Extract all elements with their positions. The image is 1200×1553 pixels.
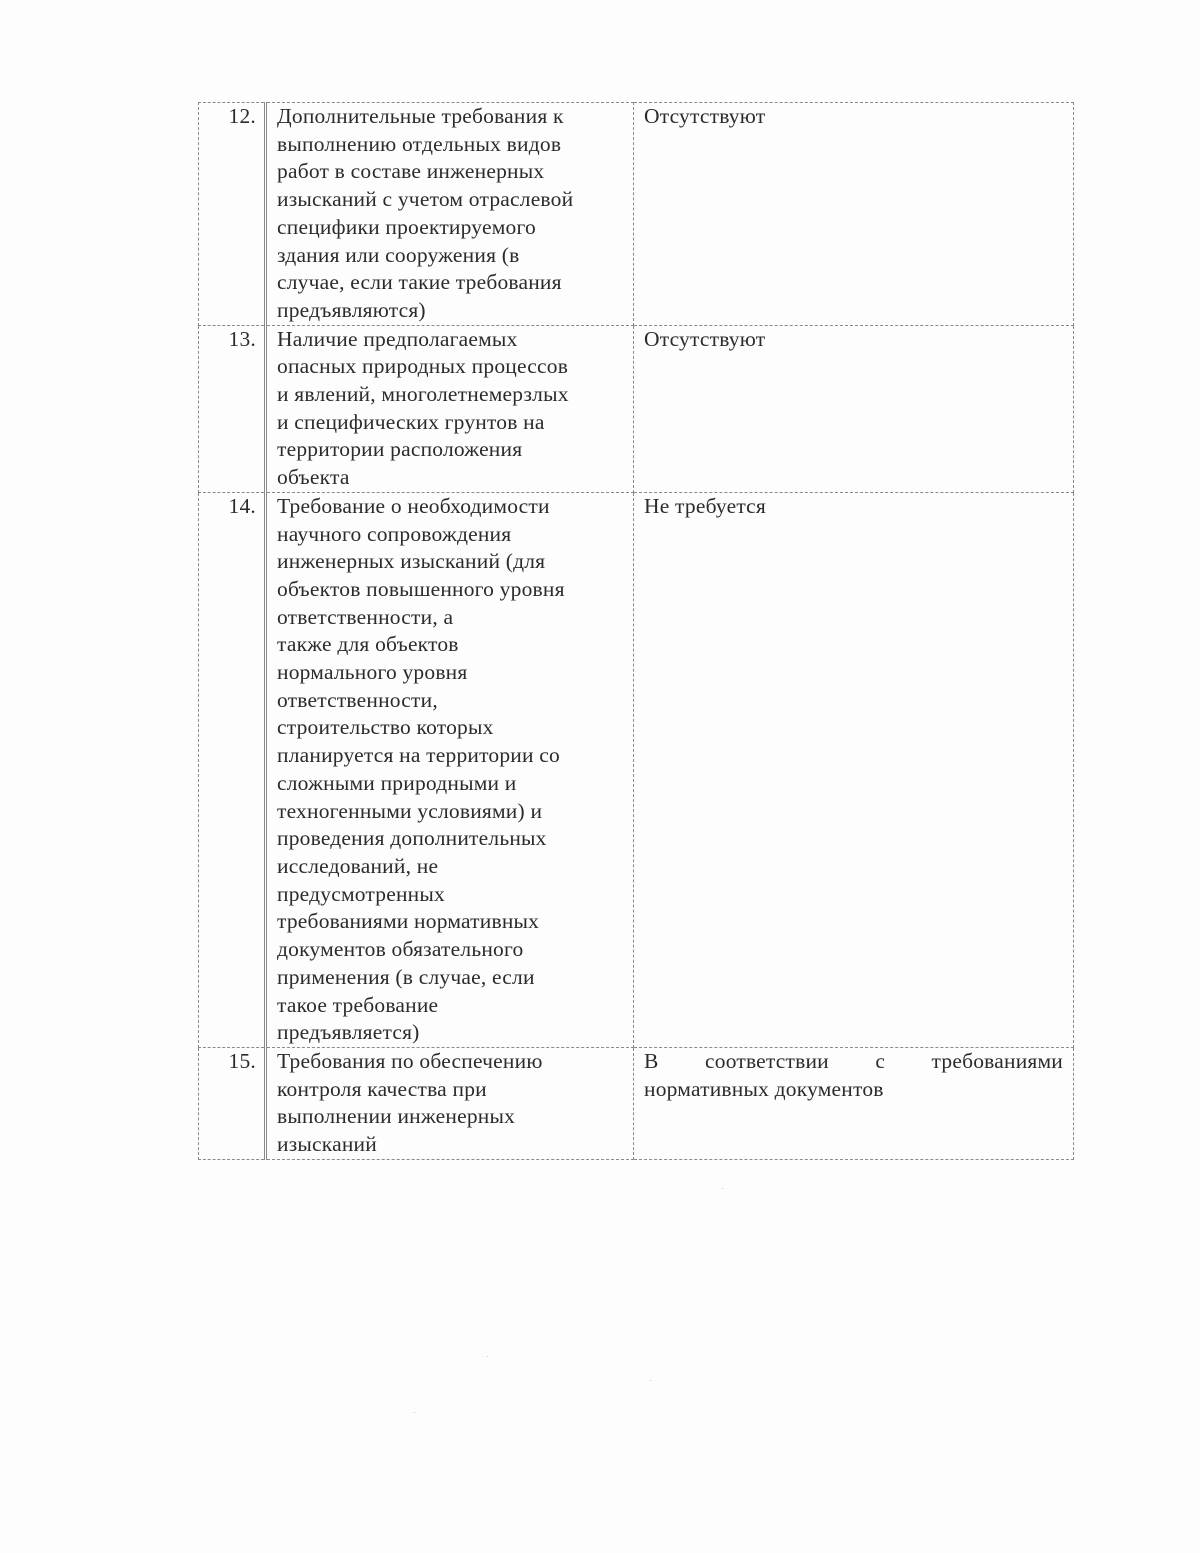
row-number: 14. [228,493,256,518]
row-description-cell [266,1047,634,1159]
row-value: Не требуется [644,493,767,518]
scan-speck [414,1412,415,1413]
table-row [199,103,1074,326]
scan-speck [722,1188,723,1189]
row-description-cell [266,325,634,492]
row-number-cell [199,1047,266,1159]
table-row [199,492,1074,1047]
row-description: Наличие предполагаемых опасных природных процессов и явлений, многолетнемерзлых и специфических грунтов на территории расположения объекта [277,326,569,490]
row-number: 12. [228,104,256,128]
row-value: Отсутствуют [644,326,766,351]
row-value-line-2: нормативных документов [644,1076,884,1101]
table-row [199,325,1074,492]
row-value-cell [634,492,1074,1047]
row-value-cell [634,1047,1074,1159]
row-value: Отсутствуют [644,104,766,128]
row-number-cell [199,325,266,492]
row-value-cell [634,103,1074,326]
row-number: 13. [228,326,256,351]
row-number: 15. [228,1048,256,1073]
row-number-cell [199,103,266,326]
row-description: Дополнительные требования к выполнению отдельных видов работ в составе инженерных изысканий с учетом отраслевой специфики проектируемого здания или сооружения (в случае, если такие требования предъявляются) [277,104,574,322]
requirements-table [198,102,1074,1160]
row-value-line-1: В соответствии с требованиями [644,1048,1063,1073]
row-number-cell [199,492,266,1047]
table-row [199,1047,1074,1159]
row-description: Требование о необходимости научного сопровождения инженерных изысканий (для объектов повышенного уровня ответственности, а также для объектов нормального уровня ответственности, строительство которых планируется на территории со сложными природными и техногенными условиями) и проведения дополнительных исследований, не предусмотренных требованиями нормативных документов обязательного применения (в случае, если такое требование предъявляется) [277,493,565,1045]
row-value-cell [634,325,1074,492]
row-description-cell [266,492,634,1047]
scan-speck [650,1380,651,1381]
row-description: Требования по обеспечению контроля качества при выполнении инженерных изысканий [277,1048,543,1157]
row-description-cell [266,103,634,326]
scan-speck [487,1356,488,1357]
